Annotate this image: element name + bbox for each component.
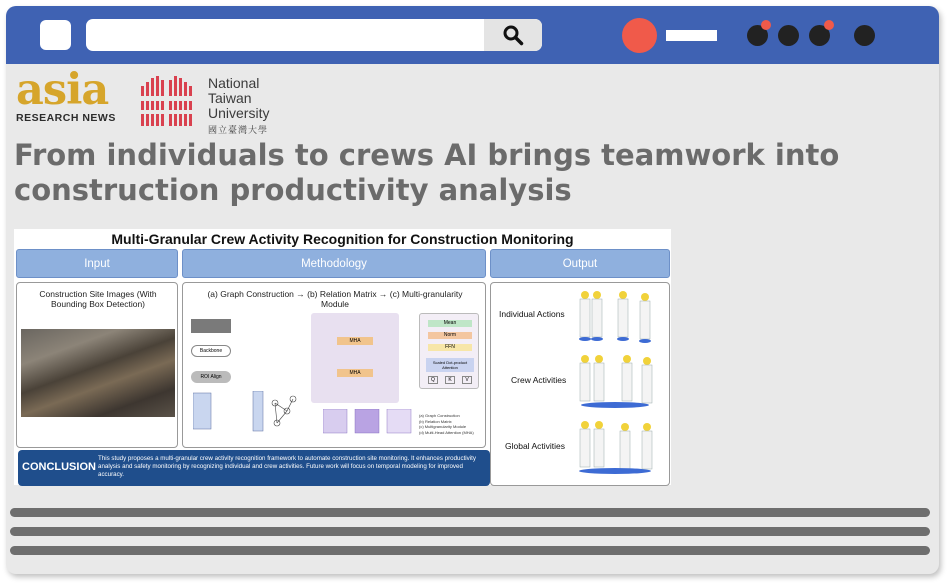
section-input-header: Input [16,249,178,278]
ntu-line-2: Taiwan [208,90,252,106]
section-output-header: Output [490,249,670,278]
username-placeholder [666,30,717,41]
legend-item: (d) Multi-Head Attention (MHA) [419,429,474,435]
mha-block-2: MHA [337,369,373,377]
search-bar[interactable] [86,19,542,51]
relation-matrices [323,409,413,435]
ntu-line-1: National [208,75,260,91]
text-placeholder-line [10,527,930,536]
backbone-block: Backbone [191,345,231,357]
v-block: V [462,376,472,384]
ntu-logo-text[interactable] [208,76,269,136]
conclusion-banner [18,450,490,486]
methodology-caption: (a) Graph Construction → (b) Relation Matrix → (c) Multi-granularity Module [207,289,463,309]
construction-site-photo [21,329,175,417]
figure-title: Multi-Granular Crew Activity Recognition for Construction Monitoring [111,231,574,247]
sdpa-block: Scaled Dot-product Attention [426,358,474,372]
output-panel [490,282,670,486]
ntu-chinese-name: 國立臺灣大學 [208,125,269,135]
menu-icon[interactable] [854,25,875,46]
worker-figures [575,287,665,483]
mha-detail [419,313,479,389]
input-panel [16,282,178,448]
output-global-activities: Global Activities [505,441,565,451]
ntu-logo-mark [139,72,195,128]
asia-research-news-logo[interactable] [16,65,126,132]
output-crew-activities: Crew Activities [511,375,567,385]
home-button[interactable] [40,20,71,50]
asia-logo-word: asia [16,65,109,115]
roi-align-block: ROI Align [191,371,231,383]
input-caption: Construction Site Images (With Bounding Box Detection) [39,289,157,309]
alerts-badge [824,20,834,30]
notification-badge [761,20,771,30]
methodology-panel [182,282,486,448]
conclusion-text: This study proposes a multi-granular crew activity recognition framework to automate construction site monitoring. It enhances productivity analysis and safety monitoring by recognizing individual and crew activities. Future work will focus on temporal modeling for improved accuracy. [98,455,476,478]
legend-item: (b) Relation Matrix [419,418,452,424]
q-block: Q [428,376,438,384]
article-figure[interactable] [14,229,671,485]
ffn-block: FFN [428,344,472,351]
text-placeholder-line [10,546,930,555]
legend-item: (a) Graph Construction [419,413,460,418]
section-methodology-header: Methodology [182,249,486,278]
legend-item: (c) Multigranularity Module [419,424,467,429]
graph-construction-diagram [193,391,303,441]
input-thumbnail [191,319,231,333]
methodology-legend [419,413,483,435]
mha-block-1: MHA [337,337,373,345]
asia-logo-sub: RESEARCH NEWS [16,112,116,124]
messages-icon[interactable] [778,25,799,46]
output-individual-actions: Individual Actions [499,309,565,319]
article-headline[interactable]: From individuals to crews AI brings teamwork into construction productivity analysis [14,138,840,207]
multi-granularity-module [311,313,399,403]
search-button[interactable] [484,19,542,51]
text-placeholder-line [10,508,930,517]
conclusion-label: CONCLUSION [22,461,96,473]
norm-block: Norm [428,332,472,339]
avatar[interactable] [622,18,657,53]
ntu-line-3: University [208,105,270,121]
k-block: K [445,376,455,384]
mean-block: Mean [428,320,472,327]
browser-window [6,6,939,574]
search-icon [502,24,524,46]
top-bar [6,6,939,64]
